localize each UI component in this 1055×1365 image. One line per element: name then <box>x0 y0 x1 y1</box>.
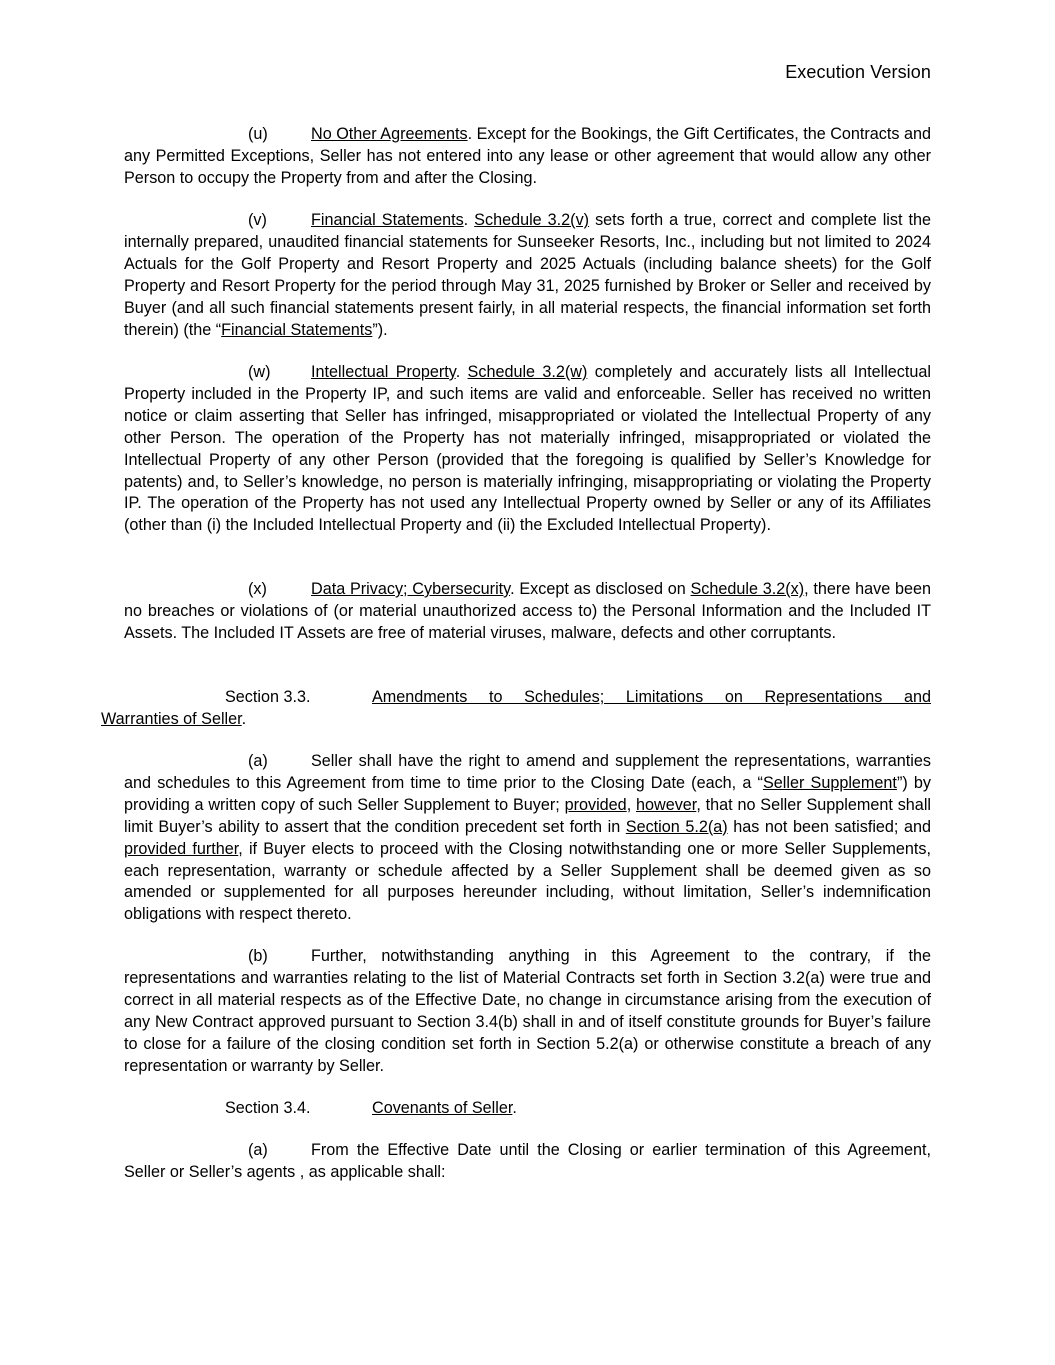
section-3-4-heading <box>225 1098 517 1120</box>
paragraph-3-3-b <box>124 946 931 1077</box>
paragraph-x <box>124 579 931 645</box>
paragraph-end: ”). <box>372 320 388 339</box>
provided-term: provided <box>564 795 627 814</box>
section-heading-line2: Warranties of Seller <box>101 709 242 728</box>
paragraph-text: has not been satisfied; and <box>727 817 932 836</box>
paragraph-title: No Other Agreements <box>311 125 468 143</box>
section-heading: Covenants of Seller <box>372 1099 513 1117</box>
paragraph-u <box>124 124 931 190</box>
paragraph-text: Further, notwithstanding anything in this Agreement to the contrary, if the representations and warranties relating to the list of Material Contracts set forth in Section 3.2(a) were true and correct in all material respects as of the Effective Date, no change in circumstance arising from the execution of any New Contract approved pursuant to Section 3.4(b) shall in and of itself constitute grounds for Buyer’s failure to close for a failure of the closing condition set forth in Section 5.2(a) or otherwise constitute a breach of any representation or warranty by Seller. <box>124 947 931 1075</box>
section-heading-end: . <box>241 709 247 728</box>
schedule-reference: Schedule 3.2(w) <box>467 363 588 381</box>
paragraph-mid: . Except as disclosed on <box>510 580 691 598</box>
schedule-reference: Schedule 3.2(v) <box>474 211 590 229</box>
paragraph-3-4-a <box>124 1140 931 1184</box>
paragraph-label: (w) <box>248 363 271 381</box>
paragraph-text: ”) by providing a written copy of such Seller Supplement to Buyer; <box>124 773 932 814</box>
however-term: however <box>636 795 697 814</box>
paragraph-label: (u) <box>248 125 268 143</box>
section-number: Section 3.4. <box>225 1099 311 1117</box>
paragraph-title: Data Privacy; Cybersecurity <box>311 580 511 598</box>
paragraph-label: (a) <box>248 752 268 770</box>
section-heading-end: . <box>512 1099 517 1117</box>
defined-term: Financial Statements <box>221 320 373 339</box>
execution-version-header: Execution Version <box>785 62 931 82</box>
paragraph-title: Financial Statements <box>311 211 464 229</box>
paragraph-separator: . <box>463 211 475 229</box>
paragraph-text: , that no Seller Supplement shall limit Buyer’s ability to assert that the condition precedent set forth in <box>124 795 932 836</box>
paragraph-text: Seller shall have the right to amend and supplement the representations, warranties and schedules to this Agreement from time to time prior to the Closing Date (each, a “ <box>124 752 931 792</box>
section-number: Section 3.3. <box>225 688 311 706</box>
paragraph-title: Intellectual Property <box>311 363 456 381</box>
paragraph-body: , there have been no breaches or violations of (or material unauthorized access to) the Personal Information and the Included IT Assets. The Included IT Assets are free of material viruses, malware, defects and other corruptants. <box>124 580 931 642</box>
schedule-reference: Schedule 3.2(x) <box>690 580 805 598</box>
section-heading-line1: Amendments to Schedules; Limitations on Representations and <box>372 688 931 706</box>
section-reference: Section 5.2(a) <box>625 817 728 836</box>
paragraph-body: sets forth a true, correct and complete list the internally prepared, unaudited financial statements for Sunseeker Resorts, Inc., including but not limited to 2024 Actuals for the Golf Property and Resort Property and 2025 Actuals (including balance sheets) for the Golf Property and Resort Property for the period through May 31, 2025 furnished by Broker or Seller and received by Buyer (and all such financial statements present fairly, in all material respects, the financial information set forth therein) (the “ <box>124 211 931 339</box>
paragraph-body: . Except for the Bookings, the Gift Certificates, the Contracts and any Permitted Exceptions, Seller has not entered into any lease or other agreement that would allow any other Person to occupy the Property from and after the Closing. <box>124 125 931 187</box>
paragraph-v <box>124 210 931 341</box>
paragraph-separator: . <box>455 363 468 381</box>
paragraph-3-3-a <box>124 751 931 926</box>
defined-term: Seller Supplement <box>762 773 897 792</box>
paragraph-body: completely and accurately lists all Intellectual Property included in the Property IP, and such items are valid and enforceable. Seller has received no written notice or claim asserting that Seller has infringed, misappropriated or violated the Intellectual Property of any other Person. The operation of the Property has not materially infringed, misappropriated or violated the Intellectual Property of any other Person (provided that the foregoing is qualified by Seller’s Knowledge for patents) and, to Seller’s knowledge, no person is materially infringing, misappropriating or violating the Property IP. The operation of the Property has not used any Intellectual Property owned by Seller or any of its Affiliates (other than (i) the Included Intellectual Property and (ii) the Excluded Intellectual Property). <box>124 363 931 535</box>
paragraph-label: (a) <box>248 1141 268 1159</box>
paragraph-text: , if Buyer elects to proceed with the Closing notwithstanding one or more Seller Supplements, each representation, warranty or schedule affected by a Seller Supplement shall be deemed given as so amended or supplemented for all purposes hereunder including, without limitation, Seller’s indemnification obligations with respect thereto. <box>124 839 931 924</box>
paragraph-label: (v) <box>248 211 267 229</box>
section-3-3-heading <box>101 687 931 731</box>
paragraph-label: (x) <box>248 580 267 598</box>
paragraph-label: (b) <box>248 947 268 965</box>
paragraph-text: , <box>626 795 637 814</box>
provided-further-term: provided further <box>124 839 239 858</box>
paragraph-text: From the Effective Date until the Closing or earlier termination of this Agreement, Seller or Seller’s agents , as applicable shall: <box>124 1141 931 1181</box>
paragraph-w <box>124 362 931 537</box>
